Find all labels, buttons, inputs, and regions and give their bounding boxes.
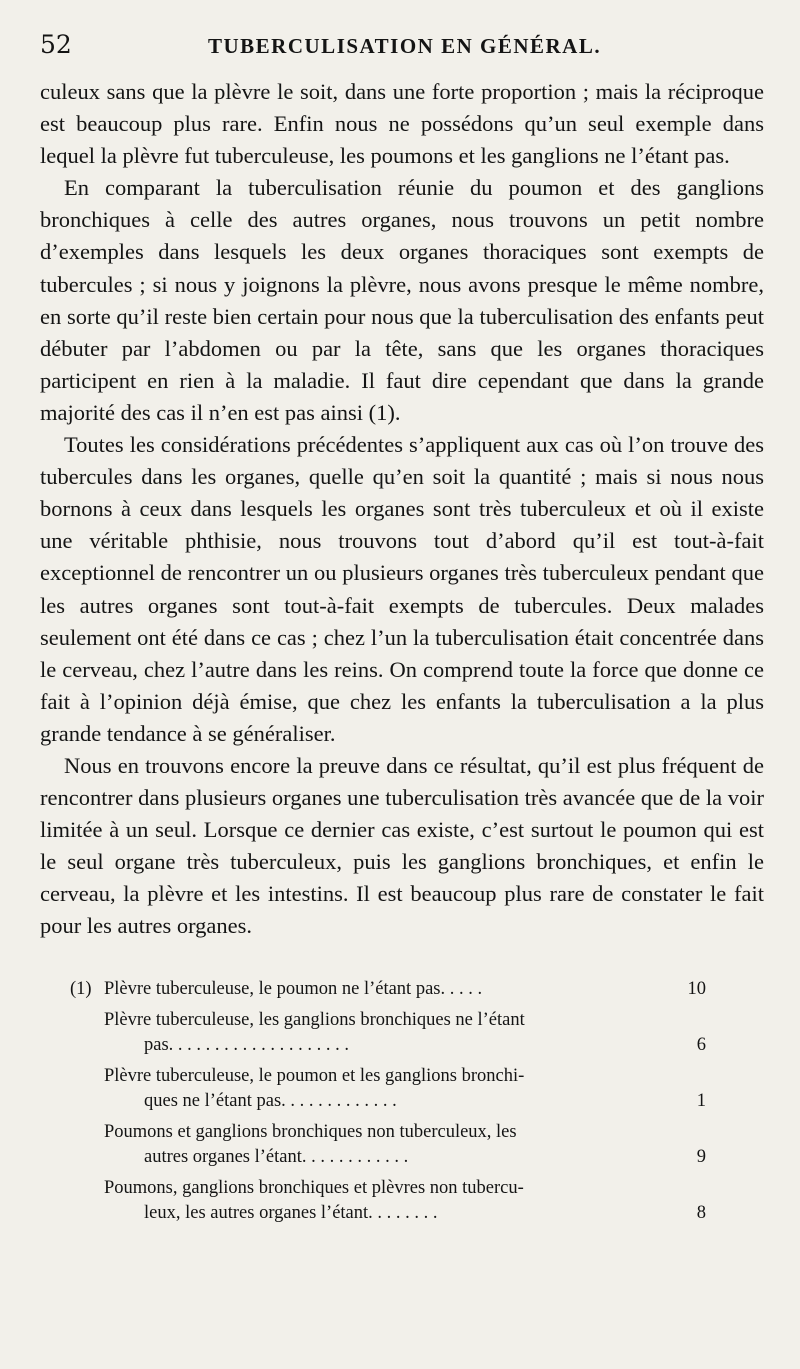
paragraph: culeux sans que la plèvre le soit, dans une forte proportion ; mais la réciproque est beaucoup plus rare. Enfin nous ne possédons qu’un seul exemple dans lequel la plèvre fut tuberculeuse, les poumons et les ganglions ne l’étant pas. — [40, 79, 764, 169]
footnote-line: Plèvre tuberculeuse, les ganglions bronchiques ne l’étant — [104, 1009, 525, 1030]
running-title: TUBERCULISATION EN GÉNÉRAL. — [208, 34, 602, 58]
body-text — [40, 76, 764, 943]
footnote-line: ques ne l’étant pas. . . . . . . . . . . . . — [144, 1090, 397, 1111]
page-header — [40, 30, 764, 70]
footnote-marker: (1) — [70, 978, 92, 999]
footnote-item — [40, 977, 764, 1002]
footnote-item — [40, 1008, 764, 1058]
footnote-line: autres organes l’étant. . . . . . . . . . . . — [144, 1146, 409, 1167]
page-number: 52 — [40, 30, 72, 59]
paragraph: Toutes les considérations précédentes s’appliquent aux cas où l’on trouve des tubercules dans les organes, quelle qu’en soit la quantité ; mais si nous nous bornons à ceux dans lesquels les organes sont très tuberculeux et où il existe une véritable phthisie, nous trouvons tout d’abord qu’il est tout-à-fait exceptionnel de rencontrer un ou plusieurs organes très tuberculeux pendant que les autres organes sont tout-à-fait exempts de tubercules. Deux malades seulement ont été dans ce cas ; chez l’un la tuberculisation était concentrée dans le cerveau, chez l’autre dans les reins. On comprend toute la force que donne ce fait à l’opinion déjà émise, que chez les enfants la tuberculisation a la plus grande tendance à se généraliser. — [40, 432, 764, 746]
paragraph: En comparant la tuberculisation réunie du poumon et des ganglions bronchiques à celle des autres organes, nous trouvons un petit nombre d’exemples dans lesquels les deux organes thoraciques sont exempts de tubercules ; si nous y joignons la plèvre, nous avons presque le même nombre, en sorte qu’il reste bien certain pour nous que la tuberculisation des enfants peut débuter par l’abdomen ou par la tête, sans que les organes thoraciques participent en rien à la maladie. Il faut dire cependant que dans la grande majorité des cas il n’en est pas ainsi (1). — [40, 175, 764, 425]
footnote-count: 1 — [696, 1090, 706, 1111]
footnote-line: Poumons et ganglions bronchiques non tuberculeux, les — [104, 1121, 517, 1142]
footnote-line: Poumons, ganglions bronchiques et plèvres non tubercu- — [104, 1177, 524, 1198]
footnote-count: 6 — [696, 1034, 706, 1055]
footnote-count: 8 — [696, 1202, 706, 1223]
footnote-line: Plèvre tuberculeuse, le poumon et les ganglions bronchi- — [104, 1065, 525, 1086]
footnote-item — [40, 1176, 764, 1226]
footnote — [40, 977, 764, 1226]
footnote-line: Plèvre tuberculeuse, le poumon ne l’étant pas. . . . . — [104, 978, 483, 999]
footnote-count: 9 — [696, 1146, 706, 1167]
paragraph: Nous en trouvons encore la preuve dans ce résultat, qu’il est plus fréquent de rencontrer dans plusieurs organes une tuberculisation très avancée que de la voir limitée à un seul. Lorsque ce dernier cas existe, c’est surtout le poumon qui est le seul organe très tuberculeux, puis les ganglions bronchiques, et enfin le cerveau, la plèvre et les intestins. Il est beaucoup plus rare de constater le fait pour les autres organes. — [40, 752, 764, 939]
footnote-line: pas. . . . . . . . . . . . . . . . . . . . — [144, 1034, 350, 1055]
footnote-line: leux, les autres organes l’étant. . . . . . . . — [144, 1202, 438, 1223]
footnote-count: 10 — [687, 978, 706, 999]
footnote-item — [40, 1064, 764, 1114]
footnote-item — [40, 1120, 764, 1170]
